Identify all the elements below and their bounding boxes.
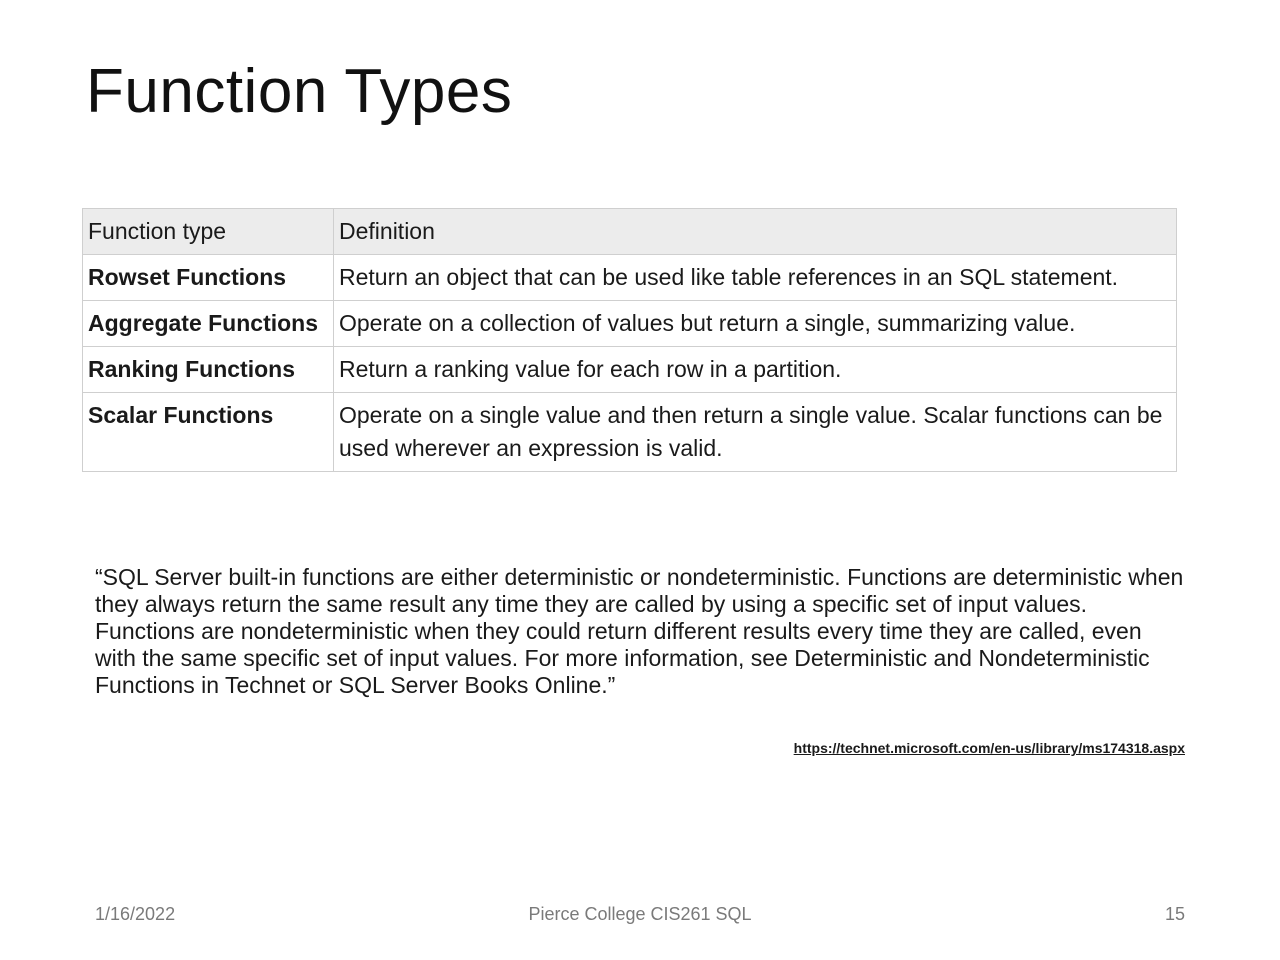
source-link[interactable]: https://technet.microsoft.com/en-us/library/ms174318.aspx xyxy=(793,740,1185,756)
function-type-cell: Aggregate Functions xyxy=(83,301,334,347)
table-row xyxy=(83,347,1177,393)
definition-cell: Operate on a collection of values but return a single, summarizing value. xyxy=(334,301,1177,347)
slide-title: Function Types xyxy=(86,57,513,126)
footer-course: Pierce College CIS261 SQL xyxy=(528,904,752,924)
footer-page-number: 15 xyxy=(1164,904,1185,924)
footer-date: 1/16/2022 xyxy=(95,904,176,924)
table-row xyxy=(83,393,1177,472)
table-row xyxy=(83,255,1177,301)
quote-paragraph: “SQL Server built-in functions are either deterministic or nondeterministic. Functions are deterministic when they always return the same result any time they are called by using a specific set of input values. Functions are nondeterministic when they could return different results every time they are called, even with the same specific set of input values. For more information, see Deterministic and Nondeterministic Functions in Technet or SQL Server Books Online.” xyxy=(95,564,1184,698)
function-type-cell: Rowset Functions xyxy=(83,255,334,301)
function-types-table xyxy=(82,208,1177,472)
column-header-function-type: Function type xyxy=(83,209,334,255)
definition-cell: Operate on a single value and then return a single value. Scalar functions can be used wherever an expression is valid. xyxy=(334,393,1177,472)
definition-cell: Return a ranking value for each row in a partition. xyxy=(334,347,1177,393)
function-type-cell: Scalar Functions xyxy=(83,393,334,472)
table-header-row xyxy=(83,209,1177,255)
table-row xyxy=(83,301,1177,347)
definition-cell: Return an object that can be used like table references in an SQL statement. xyxy=(334,255,1177,301)
column-header-definition: Definition xyxy=(334,209,1177,255)
function-type-cell: Ranking Functions xyxy=(83,347,334,393)
